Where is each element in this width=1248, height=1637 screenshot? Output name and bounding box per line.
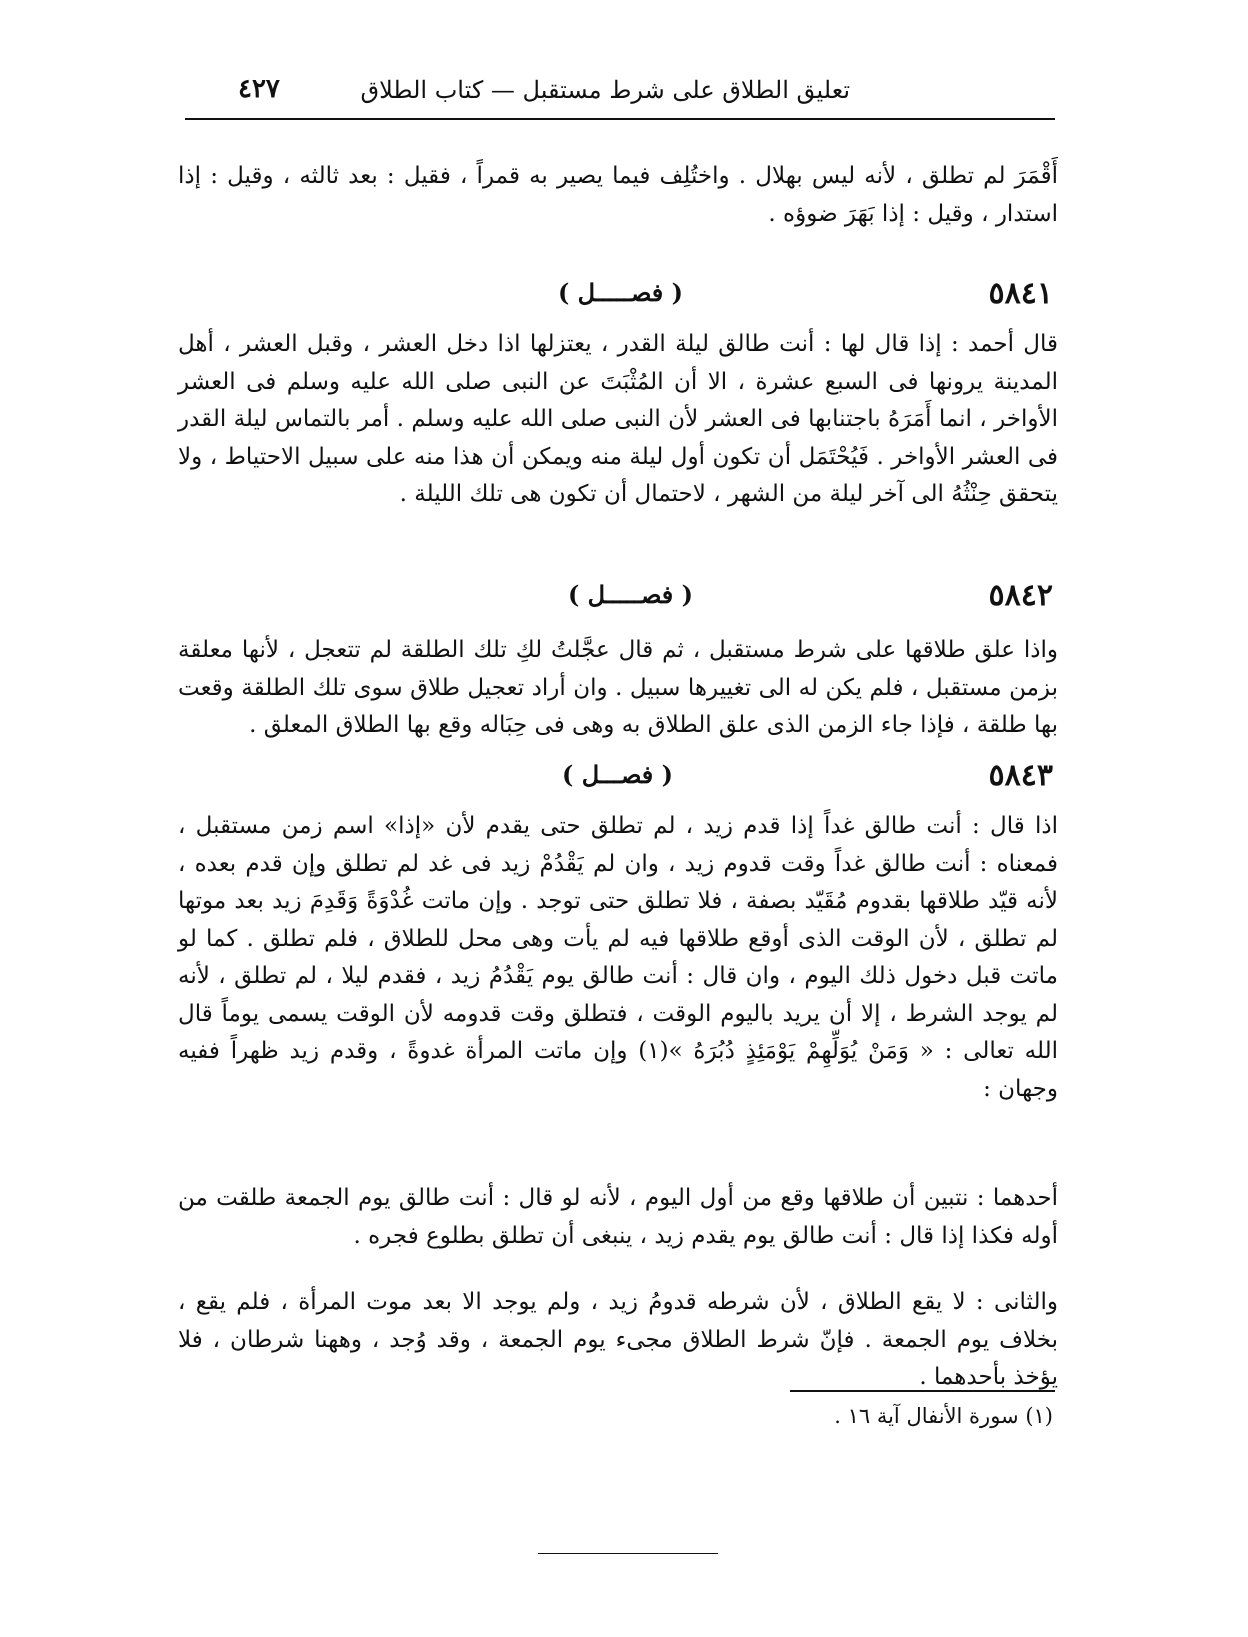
paragraph-5842: واذا علق طلاقها على شرط مستقبل ، ثم قال عجَّلتُ لكِ تلك الطلقة لم تتعجل ، لأنها معلقة بزمن مستقبل ، فلم يكن له الى تغييرها سبيل . وان أراد تعجيل طلاق سوى تلك الطلقة وقعت بها طلقة ، فإذا جاء الزمن الذى علق الطلاق به وهى فى حِبَاله وقع بها الطلاق المعلق . [178, 637, 1058, 738]
paragraph-5841: قال أحمد : إذا قال لها : أنت طالق ليلة القدر ، يعتزلها اذا دخل العشر ، وقبل العشر ، أهل المدينة يرونها فى السبع عشرة ، الا أن المُثْبَتَ عن النبى صلى الله عليه وسلم فى العشر الأواخر ، انما أَمَرَهُ باجتنابها فى العشر لأن النبى صلى الله عليه وسلم . أمر بالتماس ليلة القدر فى العشر الأواخر . فَيُحْتَمَل أن تكون أول ليلة منه ويمكن أن هذا منه على سبيل الاحتياط ، ولا يتحقق حِنْثُهُ الى آخر ليلة من الشهر ، لاحتمال أن تكون هى تلك الليلة . [178, 331, 1058, 507]
bottom-rule [538, 1553, 718, 1554]
footnote-rule [790, 1390, 1055, 1392]
section-label: ( فصـــــل ) [557, 278, 683, 307]
section-heading-5842 [173, 578, 1053, 618]
section-label: ( فصـــــل ) [567, 580, 693, 609]
paragraph-intro: أَقْمَرَ لم تطلق ، لأنه ليس بهلال . واختُلِف فيما يصير به قمراً ، فقيل : بعد ثالثه ، وقيل : إذا استدار ، وقيل : إذا بَهَرَ ضوؤه . [178, 163, 1058, 227]
section-number: ٥٨٤٢ [988, 578, 1053, 613]
section-label: ( فصـــل ) [562, 760, 673, 789]
section-number: ٥٨٤١ [988, 276, 1053, 311]
page-number: ٤٢٧ [238, 74, 280, 104]
running-title: تعليق الطلاق على شرط مستقبل — كتاب الطلاق [360, 76, 850, 104]
paragraph-5843: اذا قال : أنت طالق غداً إذا قدم زيد ، لم تطلق حتى يقدم لأن «إذا» اسم زمن مستقبل ، فمعناه : أنت طالق غداً وقت قدوم زيد ، وان لم يَقْدُمْ زيد فى غد لم تطلق وإن قدم بعده ، لأنه قيّد طلاقها بقدوم مُقَيّد بصفة ، فلا تطلق حتى توجد . وإن ماتت غُدْوَةً وَقَدِمَ زيد بعد موتها لم تطلق ، لأن الوقت الذى أوقع طلاقها فيه لم يأت وهى محل للطلاق ، فلم تطلق . كما لو ماتت قبل دخول ذلك اليوم ، وان قال : أنت طالق يوم يَقْدُمُ زيد ، فقدم ليلا ، لم تطلق ، لأنه لم يوجد الشرط ، إلا أن يريد باليوم الوقت ، فتطلق وقت قدومه لأن الوقت يسمى يوماً قال الله تعالى : « وَمَنْ يُوَلِّهِمْ يَوْمَئِذٍ دُبُرَهُ »(١) وإن ماتت المرأة غدوةً ، وقدم زيد ظهراً ففيه وجهان : [178, 813, 1058, 1102]
section-heading-5843 [173, 758, 1053, 798]
paragraph-first-view: أحدهما : نتبين أن طلاقها وقع من أول اليوم ، لأنه لو قال : أنت طالق يوم الجمعة طلقت من أوله فكذا إذا قال : أنت طالق يوم يقدم زيد ، ينبغى أن تطلق بطلوع فجره . [178, 1185, 1058, 1249]
page-header [230, 70, 850, 118]
section-number: ٥٨٤٣ [988, 758, 1053, 793]
paragraph-second-view: والثانى : لا يقع الطلاق ، لأن شرطه قدومُ زيد ، ولم يوجد الا بعد موت المرأة ، فلم يقع ، بخلاف يوم الجمعة . فإنّ شرط الطلاق مجىء يوم الجمعة ، وقد وُجد ، وههنا شرطان ، فلا يؤخذ بأحدهما . [178, 1289, 1058, 1390]
section-heading-5841 [173, 276, 1053, 316]
header-rule [185, 118, 1055, 120]
footnote: (١) سورة الأنفال آية ١٦ . [834, 1404, 1053, 1428]
